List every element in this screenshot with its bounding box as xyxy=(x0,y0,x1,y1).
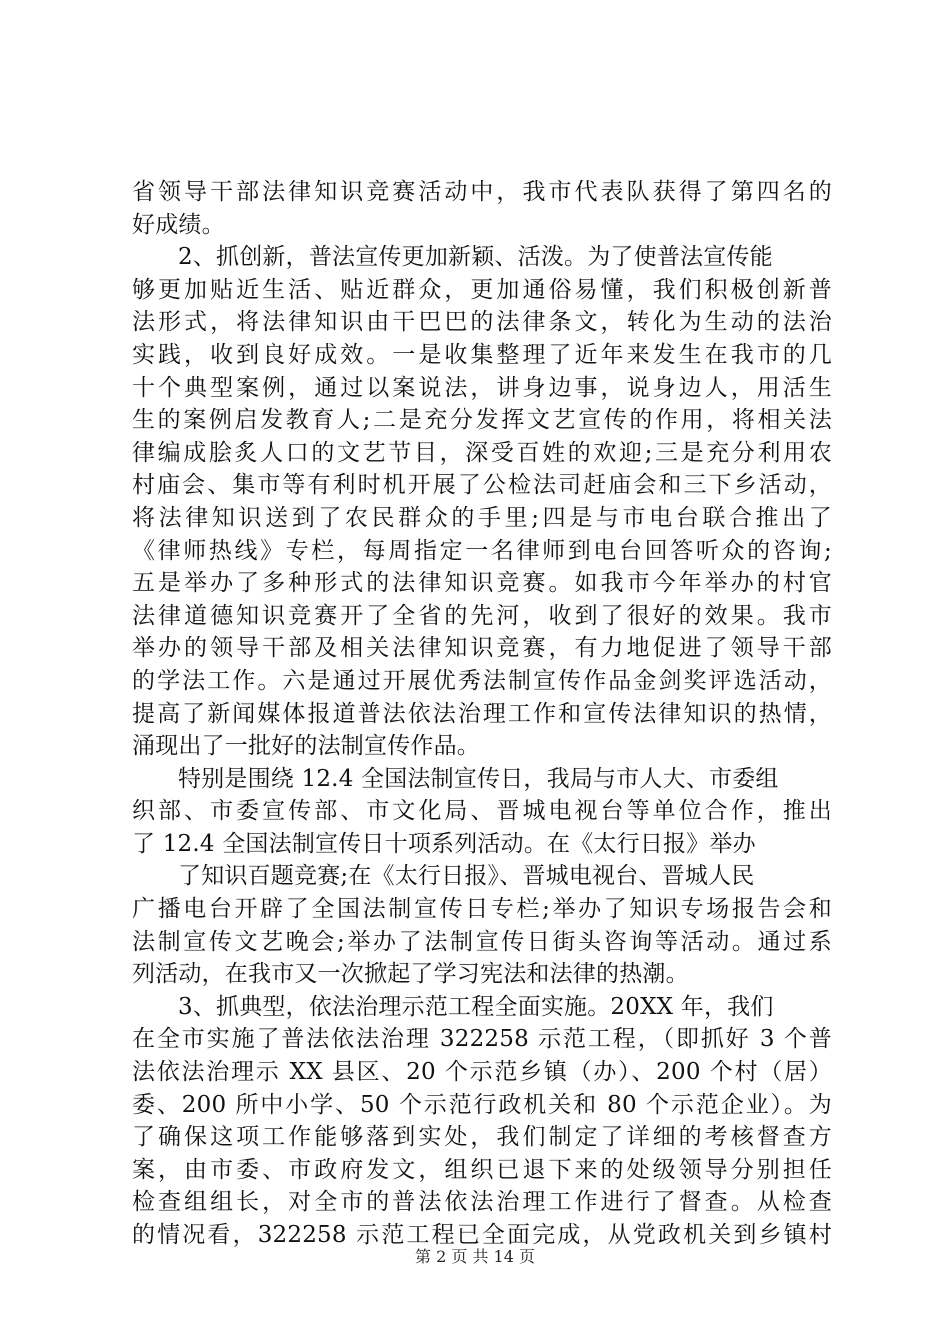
text-line: 够更加贴近生活、贴近群众，更加通俗易懂，我们积极创新普 xyxy=(132,276,832,303)
text-line: 广播电台开辟了全国法制宣传日专栏;举办了知识专场报告会和 xyxy=(132,896,832,923)
document-body xyxy=(132,176,832,1252)
text-line: 的学法工作。六是通过开展优秀法制宣传作品金剑奖评选活动， xyxy=(132,667,832,694)
text-line: 村庙会、集市等有利时机开展了公检法司赶庙会和三下乡活动， xyxy=(132,472,832,499)
text-line: 了 12.4 全国法制宣传日十项系列活动。在《太行日报》举办 xyxy=(132,830,756,857)
text-line: 检查组组长，对全市的普法依法治理工作进行了督查。从检查 xyxy=(132,1189,832,1216)
text-line: 织部、市委宣传部、市文化局、晋城电视台等单位合作，推出 xyxy=(132,798,832,825)
text-line: 将法律知识送到了农民群众的手里;四是与市电台联合推出了 xyxy=(132,504,832,531)
text-line: 在全市实施了普法依法治理 322258 示范工程，（即抓好 3 个普 xyxy=(132,1026,832,1053)
text-line: 律编成脍炙人口的文艺节目，深受百姓的欢迎;三是充分利用农 xyxy=(132,439,832,466)
text-line: 2、抓创新，普法宣传更加新颖、活泼。为了使普法宣传能 xyxy=(178,244,773,271)
text-line: 生的案例启发教育人;二是充分发挥文艺宣传的作用，将相关法 xyxy=(132,407,832,434)
text-line: 十个典型案例，通过以案说法，讲身边事，说身边人，用活生 xyxy=(132,374,832,401)
text-line: 了确保这项工作能够落到实处，我们制定了详细的考核督查方 xyxy=(132,1124,832,1151)
text-line: 提高了新闻媒体报道普法依法治理工作和宣传法律知识的热情， xyxy=(132,700,832,727)
text-line: 举办的领导干部及相关法律知识竞赛，有力地促进了领导干部 xyxy=(132,635,832,662)
text-line: 特别是围绕 12.4 全国法制宣传日，我局与市人大、市委组 xyxy=(178,765,779,792)
text-line: 法形式，将法律知识由干巴巴的法律条文，转化为生动的法治 xyxy=(132,309,832,336)
text-line: 实践，收到良好成效。一是收集整理了近年来发生在我市的几 xyxy=(132,341,832,368)
text-line: 列活动，在我市又一次掀起了学习宪法和法律的热潮。 xyxy=(132,961,689,988)
page-footer: 第 2 页 共 14 页 xyxy=(415,1247,535,1266)
text-line: 了知识百题竞赛;在《太行日报》、晋城电视台、晋城人民 xyxy=(178,863,755,890)
text-line: 法律道德知识竞赛开了全省的先河，收到了很好的效果。我市 xyxy=(132,602,832,629)
text-line: 法制宣传文艺晚会;举办了法制宣传日街头咨询等活动。通过系 xyxy=(132,928,832,955)
text-line: 案，由市委、市政府发文，组织已退下来的处级领导分别担任 xyxy=(132,1156,832,1183)
text-line: 委、200 所中小学、50 个示范行政机关和 80 个示范企业）。为 xyxy=(132,1091,832,1118)
text-line: 法依法治理示 XX 县区、20 个示范乡镇（办）、200 个村（居） xyxy=(132,1059,832,1086)
text-line: 好成绩。 xyxy=(132,211,225,238)
text-line: 省领导干部法律知识竞赛活动中，我市代表队获得了第四名的 xyxy=(132,179,832,205)
text-line: 的情况看，322258 示范工程已全面完成，从党政机关到乡镇村 xyxy=(132,1222,832,1248)
text-line: 《律师热线》专栏，每周指定一名律师到电台回答听众的咨询; xyxy=(132,537,832,564)
text-line: 3、抓典型，依法治理示范工程全面实施。20XX 年，我们 xyxy=(178,993,774,1020)
text-line: 涌现出了一批好的法制宣传作品。 xyxy=(132,733,480,760)
text-line: 五是举办了多种形式的法律知识竞赛。如我市今年举办的村官 xyxy=(132,570,832,597)
